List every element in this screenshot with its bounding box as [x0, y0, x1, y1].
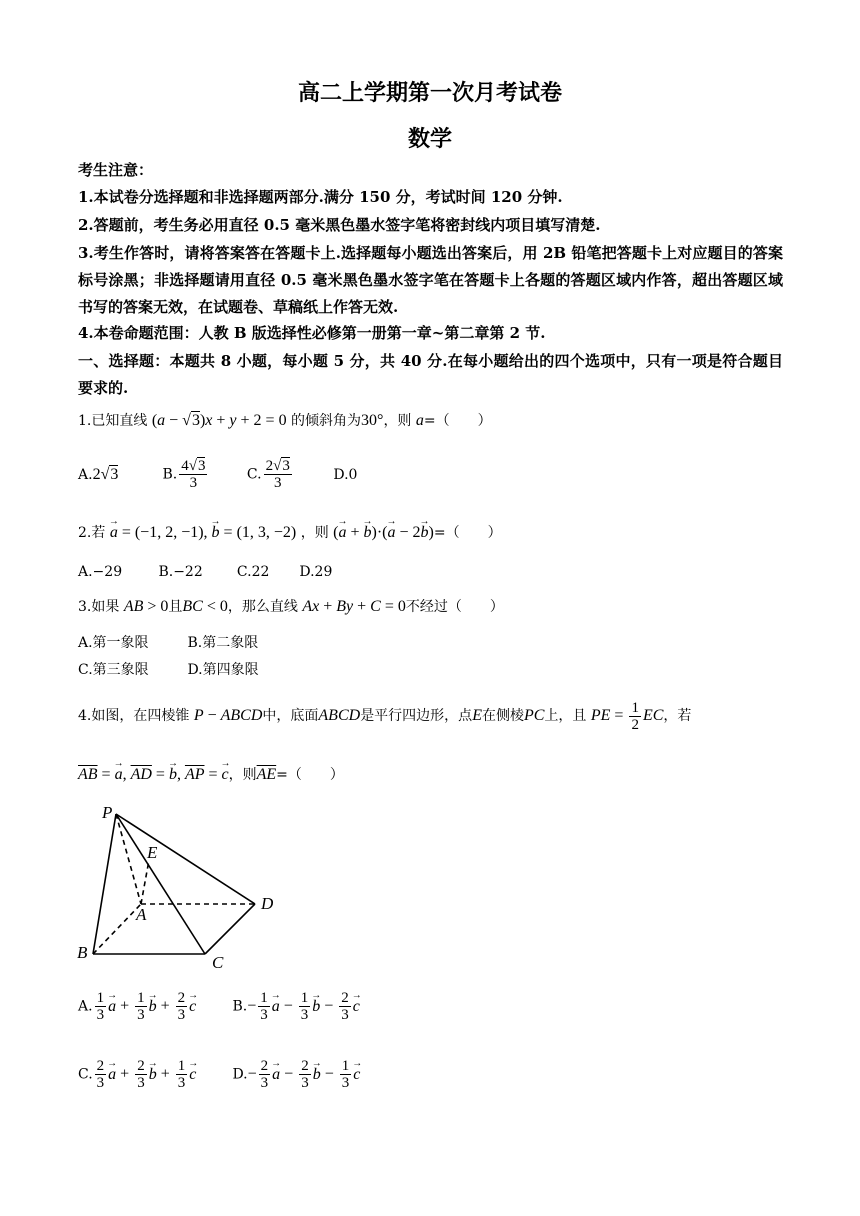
question-2: 2.若 → a = (−1, 2, −1), → b = (1, 3, −2) ，则 (→ a + → b)·(→ a − 2→ b)=（ ） — [78, 522, 502, 544]
q1-option-b[interactable]: B. $\frac{4√3}{3}$ — [162, 458, 206, 491]
subject-title: 数学 — [407, 126, 452, 152]
q1-option-d[interactable]: D.0 — [333, 466, 358, 483]
q2-option-b[interactable]: B.−22 — [158, 564, 203, 580]
notice-heading: 考生注意： — [78, 161, 154, 179]
vertex-label-d: D — [261, 894, 274, 913]
vertex-label-e: E — [147, 843, 158, 862]
q3-line-equation: Ax + By + C = 0 — [302, 598, 406, 615]
q2-options — [78, 561, 332, 583]
exam-title: 高二上学期第一次月考试卷 — [297, 80, 562, 106]
q1-line-equation: (a − √3)x + y + 2 = 0 — [151, 412, 287, 429]
notice-item-2: 2.答题前，考生务必用直径 0.5 毫米黑色墨水签字笔将密封线内项目填写清楚. — [78, 216, 601, 234]
q4-vector-defs: $\overline{AB}$ = → a, $\overline{AD}$ = → b, $\overline{AP}$ = → c — [78, 766, 229, 783]
q2-option-c[interactable]: C.22 — [236, 564, 270, 580]
q2-expression: (→ a + → b)·(→ a − 2→ b) — [333, 524, 434, 541]
q3-option-b[interactable]: B.第二象限 — [187, 635, 259, 651]
question-4: 4.如图，在四棱锥 P − ABCD中，底面ABCD是平行四边形，点E在侧棱PC上，且 PE = $\frac{1}{2}$ EC，若 — [78, 700, 692, 733]
question-1: 1.已知直线 (a − √3)x + y + 2 = 0 的倾斜角为30°，则 a=（ ） — [78, 412, 492, 429]
q1-options — [78, 458, 357, 491]
pyramid-figure — [72, 798, 282, 970]
section-heading: 一、选择题：本题共 8 小题，每小题 5 分，共 40 分.在每小题给出的四个选项中，只有一项是符合题目要求的. — [78, 352, 783, 397]
q1-option-c[interactable]: C. $\frac{2√3}{3}$ — [246, 458, 290, 491]
notice-item-3: 3.考生作答时，请将答案答在答题卡上.选择题每小题选出答案后，用 2B 铅笔把答题卡上对应题目的答案标号涂黑；非选择题请用直径 0.5 毫米黑色墨水签字笔在答题卡上各题的答题区域内作答，超出答题区域书写的答案无效，在试题卷、草稿纸上作答无效. — [78, 244, 783, 316]
notice-item-4: 4.本卷命题范围：人教 B 版选择性必修第一册第一章~第二章第 2 节. — [78, 324, 546, 342]
vertex-label-b: B — [77, 943, 88, 962]
q1-option-a[interactable]: A.2√3 — [78, 465, 119, 483]
q3-options-row-2 — [78, 659, 259, 681]
q2-option-a[interactable]: A.−29 — [78, 564, 123, 580]
question-4-cont: $\overline{AB}$ = → a, $\overline{AD}$ = → b, $\overline{AP}$ = → c，则$\overline{AE}=$（ ） — [78, 764, 344, 786]
notice-item-1: 1.本试卷分选择题和非选择题两部分.满分 150 分，考试时间 120 分钟. — [78, 188, 563, 206]
q4-options-row-2 — [78, 1058, 360, 1091]
q3-option-d[interactable]: D.第四象限 — [187, 662, 259, 678]
q4-options-row-1 — [78, 990, 360, 1023]
vertex-label-a: A — [136, 905, 147, 924]
q4-option-d[interactable]: D.− $\frac{2}{3}$ → a − $\frac{2}{3}$ → b − $\frac{1}{3}$ → c — [232, 1058, 360, 1091]
vertex-label-p: P — [102, 803, 113, 822]
q4-option-c[interactable]: C. $\frac{2}{3}$ → a + $\frac{2}{3}$ → b + $\frac{1}{3}$ → c — [78, 1058, 228, 1091]
q2-option-d[interactable]: D.29 — [299, 564, 333, 580]
question-3: 3.如果 AB > 0且BC < 0，那么直线 Ax + By + C = 0不经过（ ） — [78, 598, 504, 615]
vertex-label-c: C — [212, 953, 224, 970]
q3-option-a[interactable]: A.第一象限 — [78, 635, 149, 651]
q4-option-a[interactable]: A. $\frac{1}{3}$ → a + $\frac{1}{3}$ → b + $\frac{2}{3}$ → c — [78, 990, 228, 1023]
q3-option-c[interactable]: C.第三象限 — [78, 662, 149, 678]
q2-vectors: → a = (−1, 2, −1), → b = (1, 3, −2) — [110, 524, 296, 541]
q3-options-row-1 — [78, 632, 258, 654]
q4-option-b[interactable]: B.− $\frac{1}{3}$ → a − $\frac{1}{3}$ → b − $\frac{2}{3}$ → c — [232, 990, 359, 1023]
